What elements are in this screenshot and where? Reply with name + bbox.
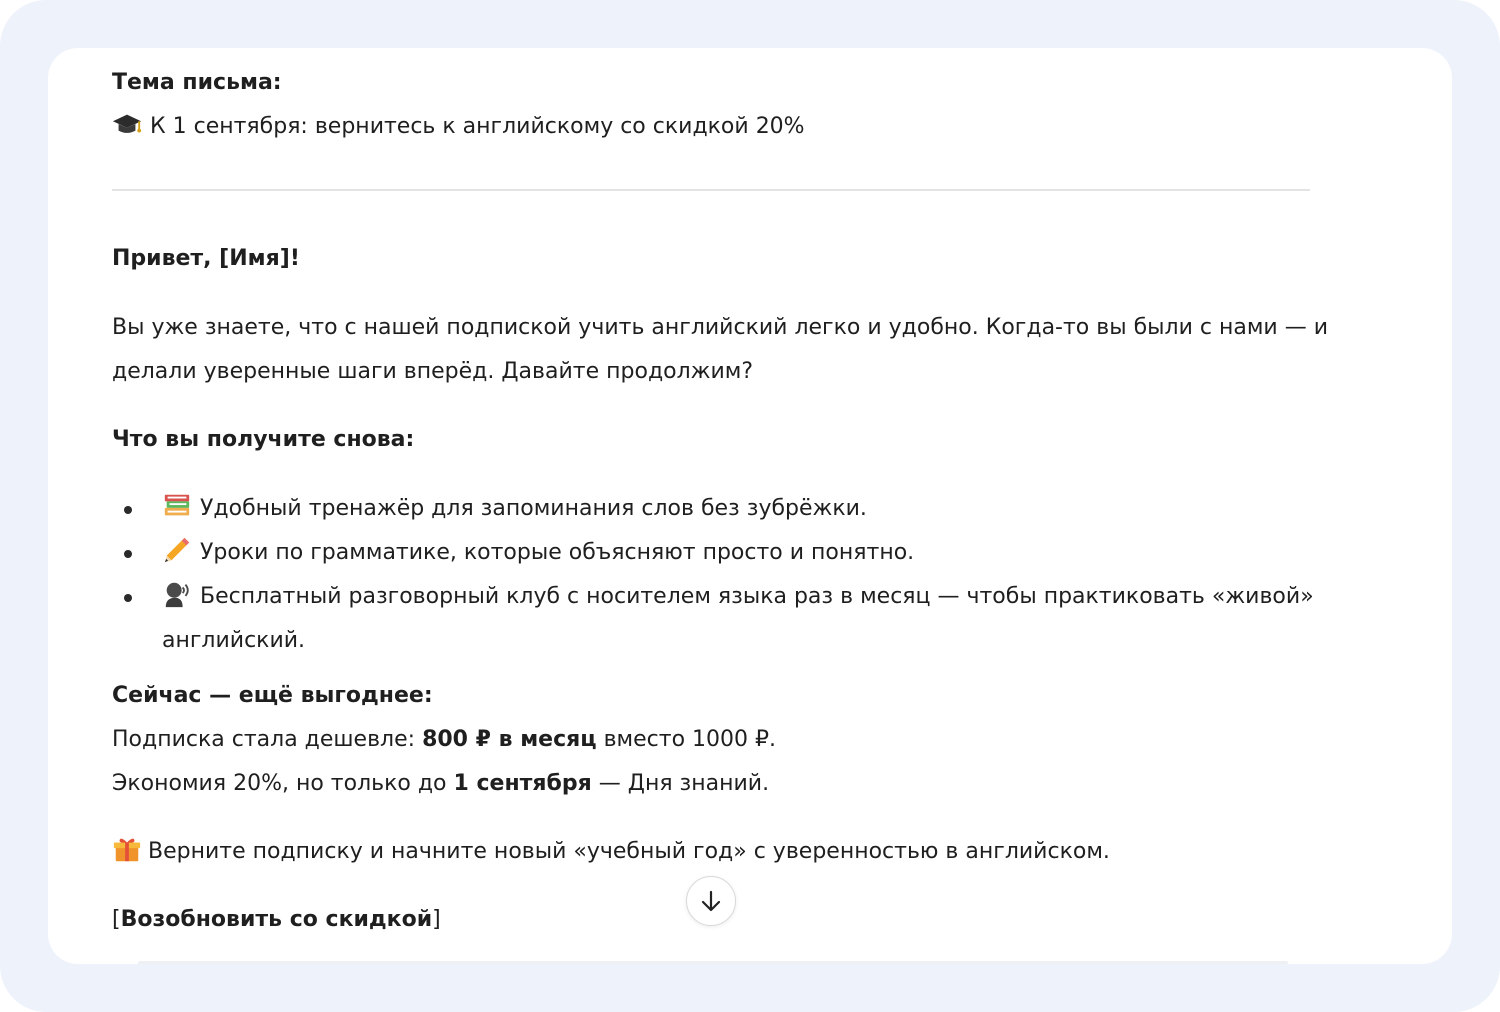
greeting: Привет, [Имя]! bbox=[112, 246, 300, 271]
subject-text: К 1 сентября: вернитесь к английскому со скидкой 20% bbox=[150, 114, 805, 139]
input-area-edge bbox=[138, 961, 1288, 964]
benefits-heading: Что вы получите снова: bbox=[112, 427, 415, 452]
renew-button-bracket-close: ] bbox=[432, 907, 441, 932]
offer-heading: Сейчас — ещё выгоднее: bbox=[112, 683, 433, 708]
cta-line bbox=[112, 830, 1110, 874]
list-item-text: Бесплатный разговорный клуб с носителем языка раз в месяц — чтобы практиковать «живой» bbox=[200, 584, 1314, 609]
list-item-text: Удобный тренажёр для запоминания слов без зубрёжки. bbox=[200, 496, 867, 521]
renew-button[interactable] bbox=[112, 898, 441, 942]
gift-icon bbox=[112, 834, 142, 864]
list-item-content bbox=[162, 531, 914, 575]
renew-button-label: Возобновить со скидкой bbox=[120, 907, 433, 932]
offer-deadline-prefix: Экономия 20%, но только до bbox=[112, 771, 454, 796]
speaking-head-icon bbox=[162, 579, 192, 609]
offer-price-value: 800 ₽ в месяц bbox=[422, 727, 597, 752]
divider bbox=[112, 189, 1310, 191]
books-icon bbox=[162, 491, 192, 521]
renew-button-bracket-open: [ bbox=[112, 907, 121, 932]
offer-deadline-line bbox=[112, 762, 769, 806]
list-item-content bbox=[162, 575, 1314, 619]
list-item-content bbox=[162, 487, 867, 531]
list-item-text-continued: английский. bbox=[162, 628, 306, 653]
offer-deadline-date: 1 сентября bbox=[453, 771, 592, 796]
pencil-icon bbox=[162, 535, 192, 565]
scroll-down-button[interactable] bbox=[686, 876, 736, 926]
intro-line-1: Вы уже знаете, что с нашей подпиской учить английский легко и удобно. Когда-то вы были с нами — и bbox=[112, 315, 1329, 340]
bullet bbox=[124, 506, 132, 514]
offer-price-line bbox=[112, 718, 776, 762]
subject-line bbox=[112, 105, 805, 149]
bullet bbox=[124, 594, 132, 602]
subject-heading: Тема письма: bbox=[112, 70, 282, 95]
offer-deadline-suffix: — Дня знаний. bbox=[591, 771, 770, 796]
list-item-text: Уроки по грамматике, которые объясняют просто и понятно. bbox=[200, 540, 915, 565]
bullet bbox=[124, 550, 132, 558]
arrow-down-icon bbox=[698, 888, 724, 914]
intro-line-2: делали уверенные шаги вперёд. Давайте продолжим? bbox=[112, 359, 754, 384]
cta-text: Верните подписку и начните новый «учебный год» с уверенностью в английском. bbox=[148, 839, 1110, 864]
offer-price-suffix: вместо 1000 ₽. bbox=[596, 727, 777, 752]
graduation-cap-icon bbox=[112, 109, 142, 139]
offer-price-prefix: Подписка стала дешевле: bbox=[112, 727, 423, 752]
chat-response-card bbox=[48, 48, 1452, 964]
